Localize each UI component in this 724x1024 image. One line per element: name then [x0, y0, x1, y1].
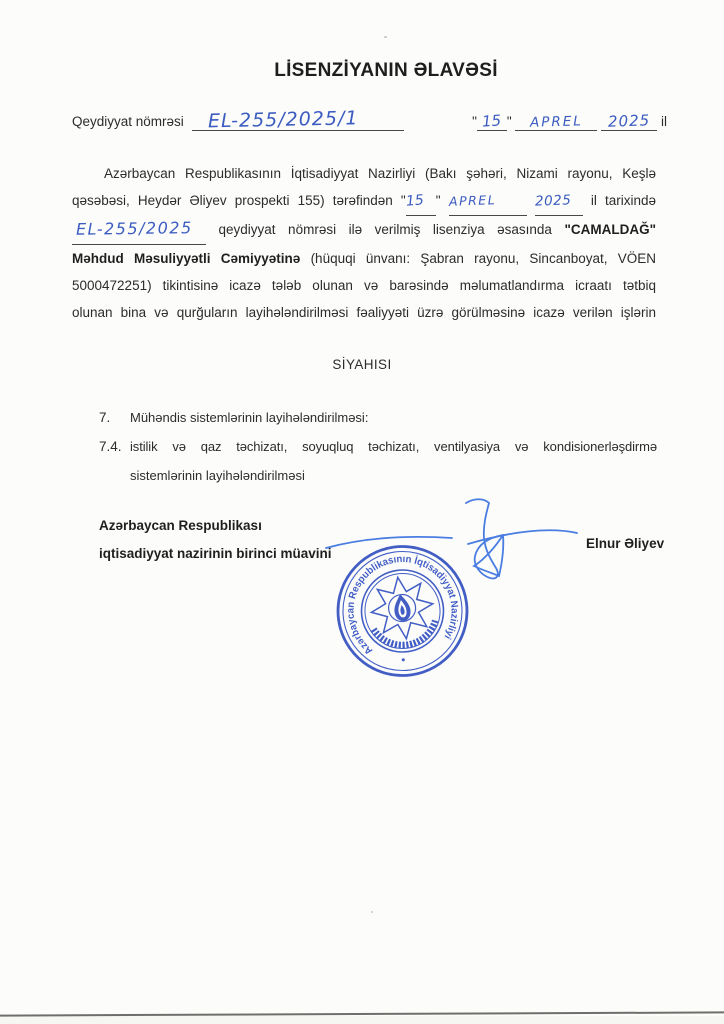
signature-hook: [466, 499, 503, 578]
registration-row: [72, 107, 667, 133]
scan-speck: [371, 911, 373, 913]
scan-bottom-area: [0, 1016, 724, 1024]
body-line-5-text: 5000472251) tikintisinə icazə tələb olunan və barəsində məlumatlandırma icraatı tətbiq: [72, 278, 656, 293]
company-name-bold: "CAMALDAĞ": [564, 222, 656, 237]
date-day-handwritten: 15: [481, 111, 503, 131]
body-line-3: [72, 216, 656, 245]
inline-month-handwritten: APREL: [448, 192, 497, 209]
inline-license-number-handwritten: EL-255/2025: [75, 218, 193, 239]
inline-day-handwritten: 15: [405, 192, 425, 210]
date-quote-close: ": [506, 114, 512, 129]
inline-quote-close: ": [435, 193, 441, 208]
body-line-2-post: il tarixində: [590, 193, 656, 208]
scan-speck: [384, 36, 387, 38]
body-line-1: [72, 160, 656, 187]
document-title: LİSENZİYANIN ƏLAVƏSİ: [274, 60, 498, 81]
date-suffix: il: [661, 114, 667, 129]
registration-number-handwritten: EL-255/2025/1: [207, 107, 359, 133]
date-month-underline: [515, 114, 597, 131]
company-type-bold: Məhdud Məsuliyyətli Cəmiyyətinə: [72, 251, 301, 266]
inline-month-underline: [449, 187, 527, 216]
body-line-6: [72, 299, 656, 326]
list-item-7-4-text-line2: sistemlərinin layihələndirilməsi: [130, 468, 305, 483]
inline-year-underline: [535, 187, 583, 216]
signature-underline-left: [326, 537, 452, 548]
body-line-4-text: (hüquqi ünvanı: Şabran rayonu, Sincanboyat, VÖEN: [310, 251, 656, 266]
list-heading: SİYAHISI: [332, 357, 392, 372]
list-item-7-4-number: 7.4.: [99, 439, 122, 454]
registration-number-underline: [192, 107, 404, 133]
date-month-handwritten: APREL: [529, 113, 584, 131]
list-item-7-number: 7.: [99, 410, 111, 425]
date-quote-open: ": [472, 114, 477, 129]
date-day-underline: [477, 111, 507, 131]
body-line-6-text: olunan bina və qurğuların layihələndirilməsi fəaliyyəti üzrə görülməsinə icazə verilən işlərin: [72, 305, 656, 320]
list-item-7-4-text-line1: istilik və qaz təchizatı, soyuqluq təchizatı, ventilyasiya və kondisionerləşdirmə: [130, 439, 657, 454]
body-line-1-text: Azərbaycan Respublikasının İqtisadiyyat Nazirliyi (Bakı şəhəri, Nizami rayonu, Keşlə: [104, 166, 656, 181]
seal-separator-dot: •: [400, 654, 407, 667]
body-line-2-pre: qəsəbəsi, Heydər Əliyev prospekti 155) tərəfindən ": [72, 193, 406, 208]
registration-number-label: Qeydiyyat nömrəsi: [72, 114, 184, 129]
date-year-handwritten: 2025: [607, 111, 651, 131]
body-line-4: [72, 245, 656, 272]
list-item-7-text: Mühəndis sistemlərinin layihələndirilməsi:: [130, 410, 369, 425]
signatory-office-line1: Azərbaycan Respublikası: [99, 518, 262, 533]
body-line-5: [72, 272, 656, 299]
signatory-office-line2: iqtisadiyyat nazirinin birinci müavini: [99, 546, 332, 561]
body-paragraph: [72, 160, 656, 326]
date-cluster: [472, 111, 667, 131]
date-year-underline: [601, 111, 657, 131]
body-line-3-text: qeydiyyat nömrəsi ilə verilmiş lisenziya əsasında: [218, 222, 552, 237]
signatory-name: Elnur Əliyev: [586, 536, 665, 551]
seal-ring-text: Azərbaycan Respublikasının İqtisadiyyat Nazirliyi: [345, 553, 460, 657]
signature-ink: [300, 488, 620, 600]
inline-license-number-underline: [72, 216, 206, 245]
inline-day-underline: [406, 187, 436, 216]
body-line-2: [72, 187, 656, 216]
inline-year-handwritten: 2025: [534, 192, 572, 210]
